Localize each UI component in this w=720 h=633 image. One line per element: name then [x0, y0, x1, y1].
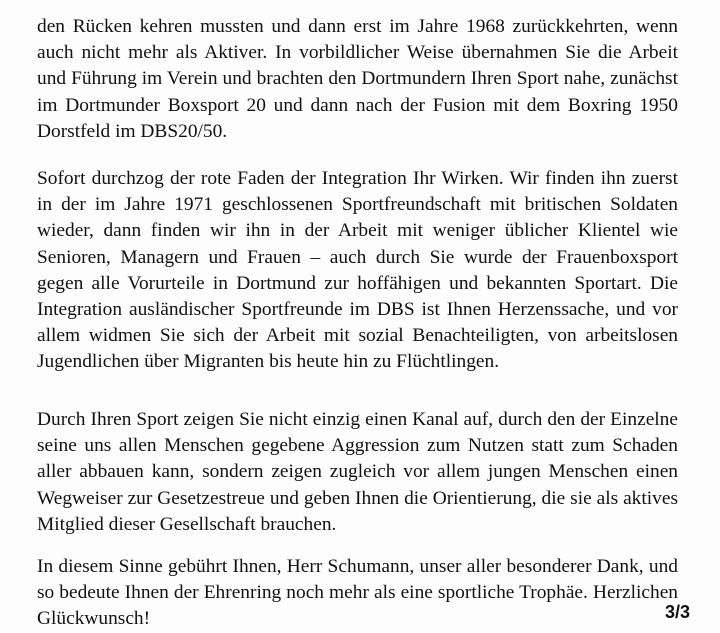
page-number: 3/3 — [664, 602, 690, 622]
paragraph-4: In diesem Sinne gebührt Ihnen, Herr Schumann, unser aller besonderer Dank, und so bedeute Ihnen der Ehrenring noch mehr als eine sportliche Trophäe. Herzlichen Glückwunsch! — [37, 556, 678, 630]
paragraph-1: den Rücken kehren mussten und dann erst im Jahre 1968 zurückkehrten, wenn auch nicht mehr als Aktiver. In vorbildlicher Weise übernahmen Sie die Arbeit und Führung im Verein und brachten den Dortmundern Ihren Sport nahe, zunächst im Dortmunder Boxsport 20 und dann nach der Fusion mit dem Boxring 1950 Dorstfeld im DBS20/50. — [37, 16, 678, 142]
paragraph-2: Sofort durchzog der rote Faden der Integration Ihr Wirken. Wir finden ihn zuerst in der im Jahre 1971 geschlossenen Sportfreundschaft mit britischen Soldaten wieder, dann finden wir ihn in der Arbeit mit weniger üblicher Klientel wie Senioren, Managern und Frauen – auch durch Sie wurde der Frauenboxsport gegen alle Vorurteile in Dortmund zur hoffähigen und bekannten Sportart. Die Integration ausländischer Sportfreunde im DBS ist Ihnen Herzenssache, und vor allem widmen Sie sich der Arbeit mit sozial Benachteiligten, von arbeitslosen Jugendlichen über Migranten bis heute hin zu Flüchtlingen. — [37, 168, 678, 373]
paragraph-3: Durch Ihren Sport zeigen Sie nicht einzig einen Kanal auf, durch den der Einzelne seine uns allen Menschen gegebene Aggression zum Nutzen statt zum Schaden aller abbauen kann, sondern zeigen zugleich vor allem jungen Menschen einen Wegweiser zur Gesetzestreue und geben Ihnen die Orientierung, die sie als aktives Mitglied dieser Gesellschaft brauchen. — [37, 409, 678, 535]
